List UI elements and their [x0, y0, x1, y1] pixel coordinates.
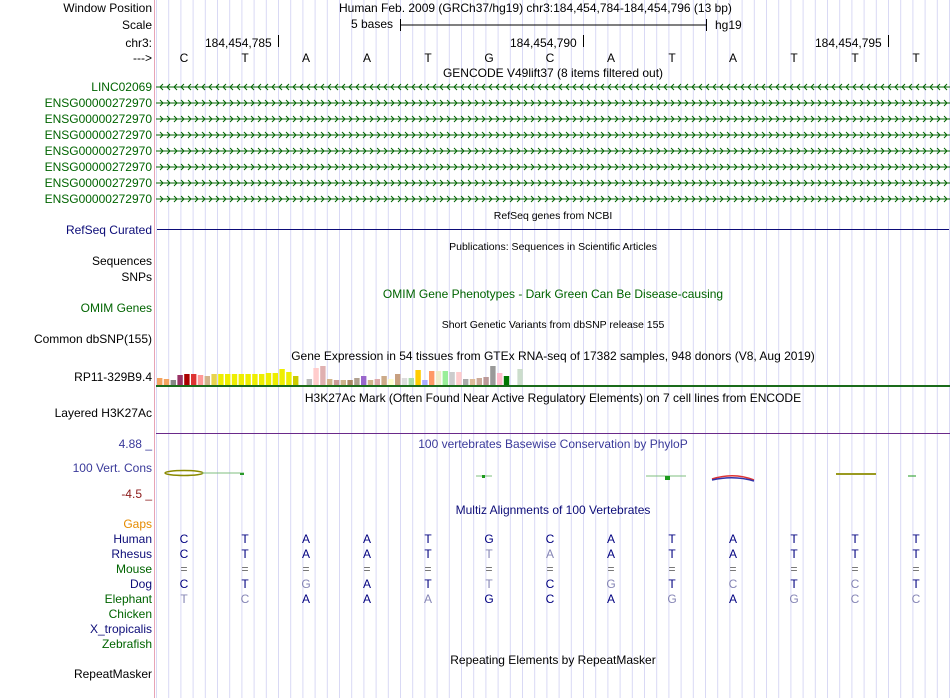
- reference-base: T: [424, 51, 432, 65]
- coord-label-3: 184,454,795: [815, 36, 882, 50]
- multiz-aligned-base: A: [606, 532, 615, 546]
- multiz-aligned-base: A: [301, 547, 310, 561]
- repeatmasker-track-title: Repeating Elements by RepeatMasker: [450, 653, 656, 667]
- multiz-species-label[interactable]: Mouse: [115, 562, 152, 576]
- multiz-aligned-base: T: [485, 577, 493, 591]
- h3k27ac-track-title: H3K27Ac Mark (Often Found Near Active Regulatory Elements) on 7 cell lines from ENCODE: [304, 391, 802, 405]
- publications-snps-label[interactable]: SNPs: [121, 270, 152, 284]
- multiz-aligned-base: G: [301, 577, 311, 591]
- multiz-track-title: Multiz Alignments of 100 Vertebrates: [455, 503, 651, 517]
- refseq-track-label[interactable]: RefSeq Curated: [65, 223, 152, 237]
- gtex-tissue-bar: [443, 371, 448, 385]
- gtex-tissue-bar: [395, 374, 400, 385]
- multiz-aligned-base: T: [668, 532, 676, 546]
- multiz-aligned-base: C: [728, 577, 738, 591]
- multiz-aligned-base: A: [728, 592, 737, 606]
- phylop-ymin: -4.5 _: [121, 487, 152, 501]
- gtex-tissue-bar: [354, 378, 359, 385]
- multiz-species-label[interactable]: Chicken: [108, 607, 152, 621]
- coord-ticks: [0, 34, 950, 50]
- multiz-aligned-base: =: [790, 562, 798, 576]
- gtex-tissue-bar: [205, 376, 210, 385]
- gtex-tissue-bar: [211, 374, 216, 385]
- multiz-aligned-base: A: [728, 532, 737, 546]
- multiz-aligned-base: =: [302, 562, 310, 576]
- multiz-aligned-base: T: [912, 547, 920, 561]
- reference-base: T: [851, 51, 859, 65]
- label-track-separator: [154, 0, 155, 698]
- reference-base: T: [790, 51, 798, 65]
- gencode-gene-feature[interactable]: [156, 98, 950, 108]
- gtex-tissue-bar: [517, 369, 522, 385]
- multiz-aligned-base: G: [789, 592, 799, 606]
- multiz-aligned-base: G: [484, 592, 494, 606]
- reference-base: A: [362, 51, 371, 65]
- multiz-species-label[interactable]: Rhesus: [111, 547, 152, 561]
- gencode-gene-feature[interactable]: [156, 114, 950, 124]
- gtex-tissue-bar: [184, 374, 189, 385]
- publications-track-title: Publications: Sequences in Scientific Articles: [449, 241, 657, 253]
- scale-assembly: hg19: [715, 18, 742, 32]
- gtex-tissue-bar: [436, 371, 441, 385]
- chrom-label: chr3:: [125, 36, 152, 50]
- multiz-aligned-base: A: [606, 547, 615, 561]
- multiz-aligned-base: G: [606, 577, 616, 591]
- gtex-tissue-bar: [381, 376, 386, 385]
- gtex-track-title: Gene Expression in 54 tissues from GTEx RNA-seq of 17382 samples, 948 donors (V8, Aug 2019): [291, 349, 815, 363]
- multiz-aligned-base: =: [912, 562, 920, 576]
- gtex-tissue-bar: [225, 374, 230, 385]
- reference-base: A: [606, 51, 615, 65]
- gtex-tissue-bar: [252, 374, 257, 385]
- multiz-aligned-base: T: [424, 577, 432, 591]
- multiz-aligned-base: =: [607, 562, 615, 576]
- gtex-tissue-bar: [232, 374, 237, 385]
- multiz-aligned-base: T: [424, 547, 432, 561]
- gencode-gene-label[interactable]: LINC02069: [91, 80, 152, 94]
- multiz-aligned-base: C: [179, 577, 189, 591]
- gtex-tissue-bar: [245, 374, 250, 385]
- gencode-track-title: GENCODE V49lift37 (8 items filtered out): [442, 66, 664, 80]
- scale-value: 5 bases: [351, 17, 394, 31]
- multiz-aligned-base: C: [850, 577, 860, 591]
- multiz-aligned-base: T: [668, 547, 676, 561]
- gtex-tissue-bar: [313, 368, 318, 385]
- gtex-tissue-bar: [279, 369, 284, 385]
- multiz-aligned-base: C: [240, 592, 250, 606]
- refseq-intron-line[interactable]: [157, 229, 949, 230]
- multiz-aligned-base: A: [362, 592, 371, 606]
- multiz-aligned-base: =: [546, 562, 554, 576]
- multiz-aligned-base: A: [728, 547, 737, 561]
- multiz-aligned-base: G: [667, 592, 677, 606]
- multiz-aligned-base: =: [424, 562, 432, 576]
- multiz-species-label[interactable]: Dog: [129, 577, 152, 591]
- reference-base: T: [241, 51, 249, 65]
- multiz-aligned-base: A: [362, 532, 371, 546]
- reference-base: T: [668, 51, 676, 65]
- multiz-species-label[interactable]: Human: [113, 532, 152, 546]
- gencode-gene-label[interactable]: ENSG00000272970: [44, 160, 152, 174]
- gencode-gene-feature[interactable]: [156, 162, 950, 172]
- multiz-aligned-base: =: [729, 562, 737, 576]
- multiz-aligned-base: C: [179, 532, 189, 546]
- multiz-aligned-base: A: [545, 547, 554, 561]
- scale-bar: [399, 17, 709, 33]
- multiz-aligned-base: C: [179, 547, 189, 561]
- gtex-tissue-bar: [402, 378, 407, 385]
- gencode-gene-feature[interactable]: [156, 82, 950, 92]
- gencode-gene-feature[interactable]: [156, 178, 950, 188]
- multiz-aligned-base: T: [912, 577, 920, 591]
- strand-arrow-label: --->: [133, 51, 152, 65]
- gtex-track-label[interactable]: RP11-329B9.4: [74, 370, 152, 384]
- multiz-aligned-base: T: [241, 547, 249, 561]
- gencode-gene-feature[interactable]: [156, 194, 950, 204]
- multiz-aligned-base: T: [851, 532, 859, 546]
- gencode-gene-label[interactable]: ENSG00000272970: [44, 144, 152, 158]
- multiz-aligned-base: A: [301, 592, 310, 606]
- multiz-aligned-base: T: [424, 532, 432, 546]
- gtex-tissue-bar: [490, 366, 495, 385]
- gencode-gene-label[interactable]: ENSG00000272970: [44, 176, 152, 190]
- refseq-track-title: RefSeq genes from NCBI: [493, 210, 613, 222]
- multiz-aligned-base: C: [545, 592, 555, 606]
- phylop-conservation-plot[interactable]: [156, 466, 950, 486]
- multiz-aligned-base: T: [790, 532, 798, 546]
- multiz-aligned-base: T: [851, 547, 859, 561]
- gencode-gene-label[interactable]: ENSG00000272970: [44, 192, 152, 206]
- multiz-aligned-base: T: [912, 532, 920, 546]
- gtex-tissue-bar: [361, 376, 366, 385]
- multiz-aligned-base: =: [180, 562, 188, 576]
- multiz-aligned-base: T: [180, 592, 188, 606]
- gtex-tissue-bar: [504, 376, 509, 385]
- window-position-value: Human Feb. 2009 (GRCh37/hg19) chr3:184,454,784-184,454,796 (13 bp): [339, 1, 732, 15]
- gtex-tissue-bar: [273, 373, 278, 385]
- gtex-tissue-bar: [415, 370, 420, 385]
- publications-sequences-label[interactable]: Sequences: [91, 254, 152, 268]
- multiz-species-label[interactable]: Zebrafish: [101, 637, 152, 651]
- gtex-tissue-bar: [286, 372, 291, 385]
- gtex-tissue-bar: [449, 372, 454, 385]
- multiz-aligned-base: C: [850, 592, 860, 606]
- reference-base: G: [484, 51, 494, 65]
- multiz-aligned-base: A: [423, 592, 432, 606]
- scale-label: Scale: [121, 18, 152, 32]
- multiz-aligned-base: C: [545, 532, 555, 546]
- multiz-aligned-base: =: [485, 562, 493, 576]
- window-position-label: Window Position: [63, 1, 152, 15]
- multiz-aligned-base: G: [484, 532, 494, 546]
- multiz-aligned-base: T: [668, 577, 676, 591]
- multiz-aligned-base: A: [606, 592, 615, 606]
- reference-base: A: [728, 51, 737, 65]
- multiz-aligned-base: T: [485, 547, 493, 561]
- multiz-species-label[interactable]: X_tropicalis: [89, 622, 152, 636]
- multiz-aligned-base: T: [790, 547, 798, 561]
- gtex-tissue-bar: [157, 378, 162, 385]
- coord-label-1: 184,454,785: [205, 36, 272, 50]
- reference-base: A: [301, 51, 310, 65]
- reference-base: T: [912, 51, 920, 65]
- multiz-aligned-base: A: [301, 532, 310, 546]
- repeatmasker-track-label[interactable]: RepeatMasker: [73, 667, 152, 681]
- omim-track-label[interactable]: OMIM Genes: [80, 301, 152, 315]
- phylop-top-line: [156, 433, 950, 434]
- multiz-aligned-base: T: [790, 577, 798, 591]
- gtex-tissue-bar: [266, 373, 271, 385]
- multiz-aligned-base: C: [545, 577, 555, 591]
- multiz-aligned-base: C: [911, 592, 921, 606]
- multiz-aligned-base: A: [362, 547, 371, 561]
- gtex-tissue-bar: [429, 371, 434, 385]
- gtex-tissue-bar: [477, 378, 482, 385]
- gtex-tissue-bar: [198, 375, 203, 385]
- multiz-aligned-base: T: [241, 577, 249, 591]
- multiz-aligned-base: =: [851, 562, 859, 576]
- gencode-gene-label[interactable]: ENSG00000272970: [44, 128, 152, 142]
- multiz-gaps-label[interactable]: Gaps: [123, 517, 152, 531]
- multiz-aligned-base: =: [363, 562, 371, 576]
- phylop-track-title: 100 vertebrates Basewise Conservation by PhyloP: [418, 437, 688, 451]
- dbsnp-track-label[interactable]: Common dbSNP(155): [33, 332, 152, 346]
- gtex-tissue-bar: [239, 374, 244, 385]
- reference-base: C: [179, 51, 189, 65]
- gtex-expression-bars[interactable]: [156, 364, 536, 386]
- dbsnp-track-title: Short Genetic Variants from dbSNP release 155: [441, 319, 665, 331]
- gtex-tissue-bar: [409, 378, 414, 385]
- phylop-track-label[interactable]: 100 Vert. Cons: [72, 461, 152, 475]
- gencode-gene-feature[interactable]: [156, 146, 950, 156]
- reference-base: C: [545, 51, 555, 65]
- gencode-gene-label[interactable]: ENSG00000272970: [44, 112, 152, 126]
- gtex-tissue-bar: [191, 374, 196, 385]
- multiz-aligned-base: A: [362, 577, 371, 591]
- gtex-tissue-bar: [259, 374, 264, 385]
- gencode-gene-label[interactable]: ENSG00000272970: [44, 96, 152, 110]
- multiz-aligned-base: T: [241, 532, 249, 546]
- gtex-tissue-bar: [456, 372, 461, 385]
- gtex-tissue-bar: [483, 377, 488, 385]
- gtex-tissue-bar: [177, 375, 182, 385]
- multiz-aligned-base: =: [241, 562, 249, 576]
- phylop-ymax: 4.88 _: [118, 437, 152, 451]
- h3k27ac-top-line: [156, 385, 950, 387]
- multiz-aligned-base: =: [668, 562, 676, 576]
- gtex-tissue-bar: [218, 374, 223, 385]
- coord-label-2: 184,454,790: [510, 36, 577, 50]
- gtex-tissue-bar: [293, 376, 298, 385]
- gtex-tissue-bar: [497, 373, 502, 385]
- gtex-tissue-bar: [320, 366, 325, 385]
- gencode-gene-feature[interactable]: [156, 130, 950, 140]
- h3k27ac-track-label[interactable]: Layered H3K27Ac: [54, 406, 152, 420]
- omim-track-title: OMIM Gene Phenotypes - Dark Green Can Be Disease-causing: [382, 287, 724, 301]
- multiz-species-label[interactable]: Elephant: [104, 592, 152, 606]
